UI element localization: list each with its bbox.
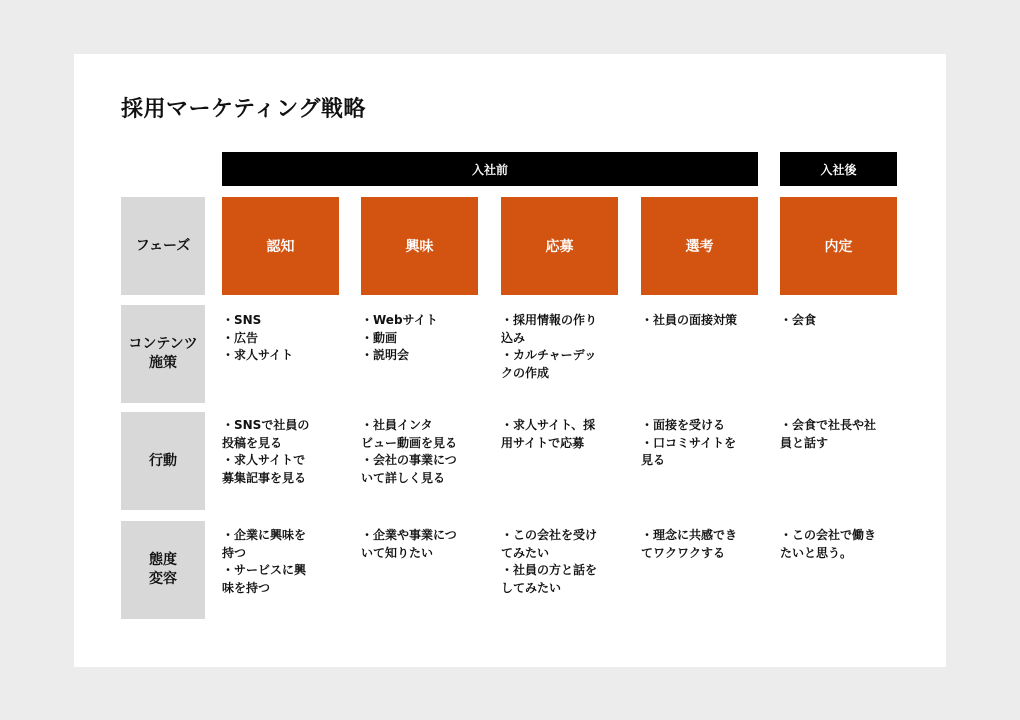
phase-offer: 内定 xyxy=(780,197,897,295)
cell-line: 投稿を見る xyxy=(222,435,283,450)
cell-line: ・この会社を受け xyxy=(501,528,598,542)
row-label-content-line: 施策 xyxy=(149,355,177,371)
cell-line: いて詳しく見る xyxy=(361,470,446,485)
cell-line: 込み xyxy=(501,330,526,345)
cell-line: ・サービスに興 xyxy=(222,563,307,577)
attitude-cell-interest xyxy=(361,527,481,562)
stage-after-joining: 入社後 xyxy=(780,152,897,186)
cell-line: 募集記事を見る xyxy=(222,470,307,485)
row-label-content-line: コンテンツ xyxy=(128,336,198,352)
cell-line: ・SNS xyxy=(222,313,262,327)
content-cell-offer xyxy=(780,312,900,330)
action-cell-offer xyxy=(780,417,900,452)
cell-line: 持つ xyxy=(222,545,247,560)
cell-line: ・社員の方と話を xyxy=(501,563,598,577)
cell-line: クの作成 xyxy=(501,365,550,380)
attitude-cell-awareness xyxy=(222,527,342,597)
action-cell-awareness xyxy=(222,417,342,487)
row-label-phase-text: フェーズ xyxy=(135,237,191,254)
cell-line: ・理念に共感でき xyxy=(641,528,738,542)
cell-line: ・求人サイトで xyxy=(222,453,306,467)
row-label-content xyxy=(121,305,205,403)
cell-line: ・企業に興味を xyxy=(222,528,307,542)
page-title: 採用マーケティング戦略 xyxy=(121,97,366,122)
row-label-attitude-line: 変容 xyxy=(149,571,177,587)
cell-line: ・広告 xyxy=(222,330,259,345)
cell-line: いて知りたい xyxy=(361,545,434,560)
cell-line: ・求人サイト xyxy=(222,348,294,362)
stage-before-joining: 入社前 xyxy=(222,152,758,186)
cell-line: てみたい xyxy=(501,545,550,560)
row-label-action-text: 行動 xyxy=(149,452,177,469)
row-label-attitude xyxy=(121,521,205,619)
cell-line: ・社員インタ xyxy=(361,418,433,432)
cell-line: ・会食で社長や社 xyxy=(780,418,877,432)
content-cell-selection xyxy=(641,312,761,330)
cell-line: ・求人サイト、採 xyxy=(501,418,596,432)
cell-line: ビュー動画を見る xyxy=(361,435,458,450)
phase-selection: 選考 xyxy=(641,197,758,295)
action-cell-interest xyxy=(361,417,481,487)
attitude-cell-offer xyxy=(780,527,900,562)
cell-line: ・この会社で働き xyxy=(780,528,877,542)
action-cell-selection xyxy=(641,417,761,470)
action-cell-application xyxy=(501,417,621,452)
phase-interest: 興味 xyxy=(361,197,478,295)
cell-line: ・説明会 xyxy=(361,348,410,362)
content-cell-application xyxy=(501,312,621,382)
row-label-attitude-line: 態度 xyxy=(149,552,177,568)
row-label-action xyxy=(121,412,205,510)
cell-line: ・会社の事業につ xyxy=(361,453,457,467)
cell-line: ・Webサイト xyxy=(361,313,438,327)
cell-line: ・カルチャーデッ xyxy=(501,348,597,362)
cell-line: 見る xyxy=(641,453,666,467)
cell-line: 用サイトで応募 xyxy=(501,435,585,450)
cell-line: ・面接を受ける xyxy=(641,418,726,432)
cell-line: ・動画 xyxy=(361,330,398,345)
attitude-cell-application xyxy=(501,527,621,597)
phase-awareness: 認知 xyxy=(222,197,339,295)
cell-line: てワクワクする xyxy=(641,545,726,560)
row-label-phase xyxy=(121,197,205,295)
phase-application: 応募 xyxy=(501,197,618,295)
content-cell-interest xyxy=(361,312,481,365)
content-cell-awareness xyxy=(222,312,342,365)
cell-line: ・SNSで社員の xyxy=(222,418,310,432)
cell-line: ・企業や事業につ xyxy=(361,528,457,542)
cell-line: ・会食 xyxy=(780,313,817,327)
cell-line: してみたい xyxy=(501,580,562,595)
attitude-cell-selection xyxy=(641,527,761,562)
cell-line: 員と話す xyxy=(780,435,829,450)
cell-line: 味を持つ xyxy=(222,580,271,595)
cell-line: ・採用情報の作り xyxy=(501,313,598,327)
cell-line: ・社員の面接対策 xyxy=(641,313,738,327)
cell-line: たいと思う。 xyxy=(780,545,853,560)
cell-line: ・口コミサイトを xyxy=(641,435,737,450)
